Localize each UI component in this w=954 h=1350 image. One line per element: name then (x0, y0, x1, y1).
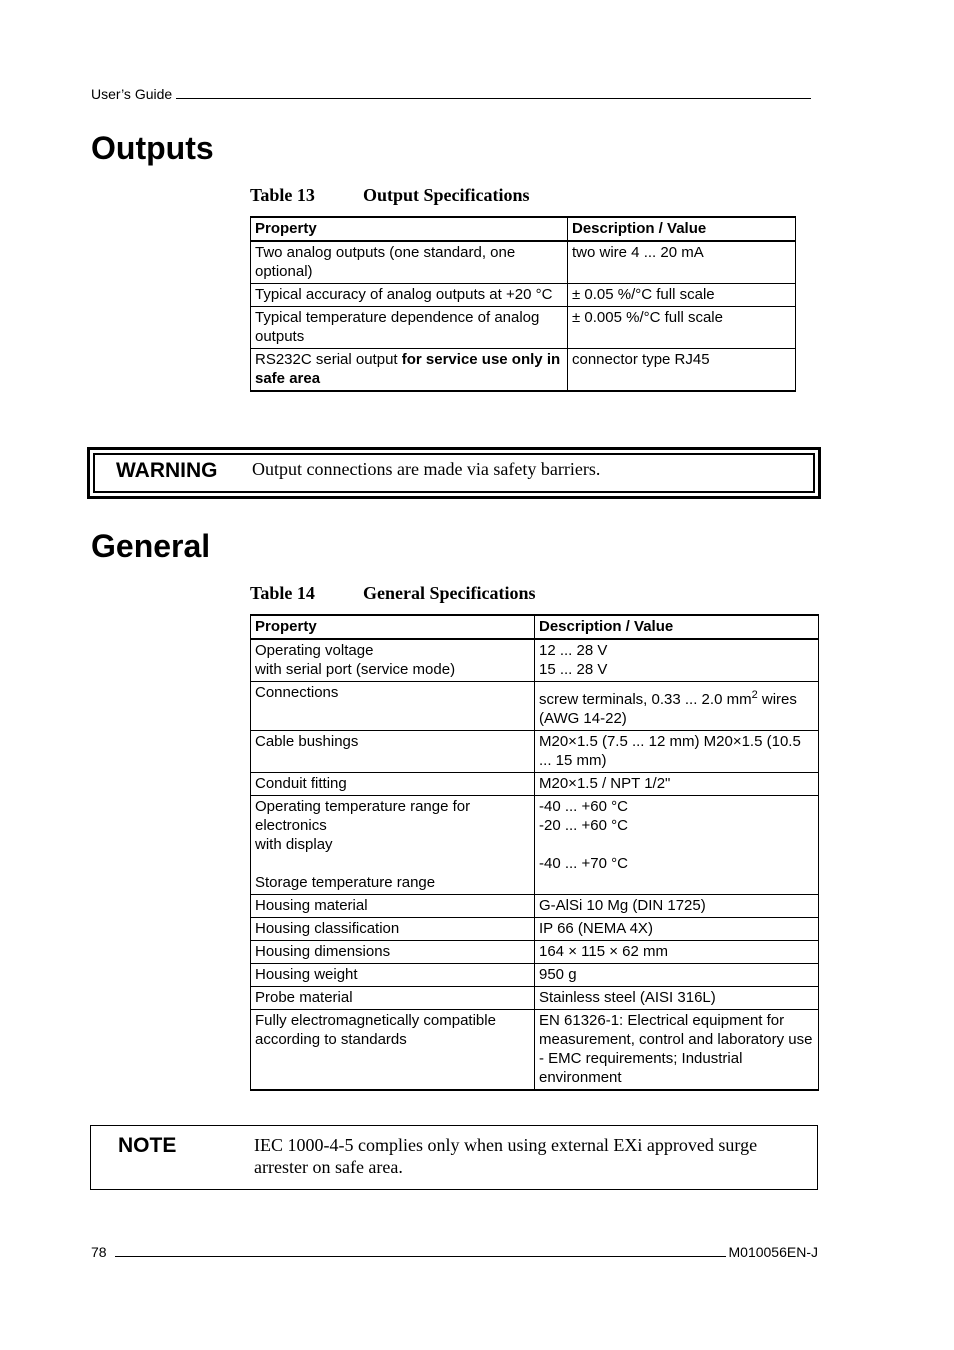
table-row (251, 1010, 819, 1091)
table-row (251, 987, 819, 1010)
table14-caption (250, 583, 535, 604)
value-cell: EN 61326-1: Electrical equipment for measurement, control and laboratory use - EMC requirements; Industrial environment (535, 1010, 819, 1091)
table13-title: Output Specifications (363, 185, 530, 205)
value-cell: IP 66 (NEMA 4X) (535, 918, 819, 941)
section-title-general: General (91, 528, 211, 564)
property-line: Operating voltage (255, 642, 374, 659)
line-gap (255, 854, 530, 873)
table-row (251, 941, 819, 964)
value-cell: connector type RJ45 (568, 349, 796, 392)
value-cell: two wire 4 ... 20 mA (568, 241, 796, 284)
property-line: with display (255, 836, 333, 853)
note-box (90, 1125, 818, 1190)
value-line: 15 ... 28 V (539, 661, 608, 678)
value-line: -20 ... +60 °C (539, 817, 628, 834)
property-line: Storage temperature range (255, 874, 436, 891)
document-code: M010056EN-J (728, 1244, 818, 1260)
property-cell: Housing weight (251, 964, 535, 987)
note-label: NOTE (118, 1134, 177, 1157)
table-row (251, 731, 819, 773)
table13-caption (250, 185, 530, 206)
line-gap (539, 835, 814, 854)
property-cell (251, 639, 535, 682)
column-header-value: Description / Value (535, 615, 819, 639)
property-cell: Fully electromagnetically compatible according to standards (251, 1010, 535, 1091)
table14-title: General Specifications (363, 583, 536, 603)
value-cell: 950 g (535, 964, 819, 987)
page-number: 78 (91, 1244, 107, 1260)
value-line: 12 ... 28 V (539, 642, 608, 659)
table-row (251, 284, 796, 307)
table14-number: Table 14 (250, 583, 315, 603)
property-cell: Typical temperature dependence of analog outputs (251, 307, 568, 349)
column-header-property: Property (251, 615, 535, 639)
table-row (251, 796, 819, 895)
property-line: Operating temperature range for electronics (255, 798, 471, 834)
property-cell: Housing dimensions (251, 941, 535, 964)
value-cell: ± 0.05 %/°C full scale (568, 284, 796, 307)
superscript-two: 2 (751, 689, 758, 701)
value-cell: G-AlSi 10 Mg (DIN 1725) (535, 895, 819, 918)
table-row (251, 682, 819, 731)
property-cell (251, 349, 568, 392)
table-row (251, 895, 819, 918)
property-cell: Probe material (251, 987, 535, 1010)
value-text: screw terminals, 0.33 ... 2.0 mm (539, 691, 752, 708)
value-cell (535, 682, 819, 731)
section-title-outputs: Outputs (91, 130, 214, 166)
page-footer (91, 1244, 818, 1260)
table-row (251, 639, 819, 682)
table-row (251, 307, 796, 349)
value-cell: Stainless steel (AISI 316L) (535, 987, 819, 1010)
table-row (251, 964, 819, 987)
property-cell: Conduit fitting (251, 773, 535, 796)
value-line: -40 ... +60 °C (539, 798, 628, 815)
property-bold-text: for service use only in safe area (255, 351, 561, 387)
table-header-row (251, 217, 796, 241)
warning-text: Output connections are made via safety barriers. (252, 459, 601, 479)
warning-label: WARNING (116, 459, 218, 482)
note-text: IEC 1000-4-5 complies only when using external EXi approved surge arrester on safe area. (254, 1135, 758, 1177)
property-cell (251, 796, 535, 895)
header-rule (176, 98, 811, 99)
column-header-value: Description / Value (568, 217, 796, 241)
table-row (251, 349, 796, 392)
value-cell (535, 796, 819, 895)
value-cell (535, 639, 819, 682)
property-plain-text: RS232C serial output (255, 351, 402, 368)
header-guide-label: User’s Guide (91, 86, 173, 102)
value-cell: 164 × 115 × 62 mm (535, 941, 819, 964)
property-cell: Cable bushings (251, 731, 535, 773)
value-line: -40 ... +70 °C (539, 855, 628, 872)
value-cell: M20×1.5 (7.5 ... 12 mm) M20×1.5 (10.5 ... 15 mm) (535, 731, 819, 773)
table-header-row (251, 615, 819, 639)
table-row (251, 241, 796, 284)
footer-rule (115, 1256, 726, 1257)
page-header (91, 86, 811, 102)
property-cell: Connections (251, 682, 535, 731)
warning-box (87, 447, 821, 499)
property-cell: Typical accuracy of analog outputs at +20 °C (251, 284, 568, 307)
column-header-property: Property (251, 217, 568, 241)
table-row (251, 918, 819, 941)
output-specifications-table (250, 216, 796, 392)
table13-number: Table 13 (250, 185, 315, 205)
property-cell: Two analog outputs (one standard, one optional) (251, 241, 568, 284)
table-row (251, 773, 819, 796)
value-cell: M20×1.5 / NPT 1/2" (535, 773, 819, 796)
value-cell: ± 0.005 %/°C full scale (568, 307, 796, 349)
property-line: with serial port (service mode) (255, 661, 456, 678)
value-text: wires (AWG 14-22) (539, 691, 797, 727)
property-cell: Housing material (251, 895, 535, 918)
general-specifications-table (250, 614, 819, 1091)
property-cell: Housing classification (251, 918, 535, 941)
